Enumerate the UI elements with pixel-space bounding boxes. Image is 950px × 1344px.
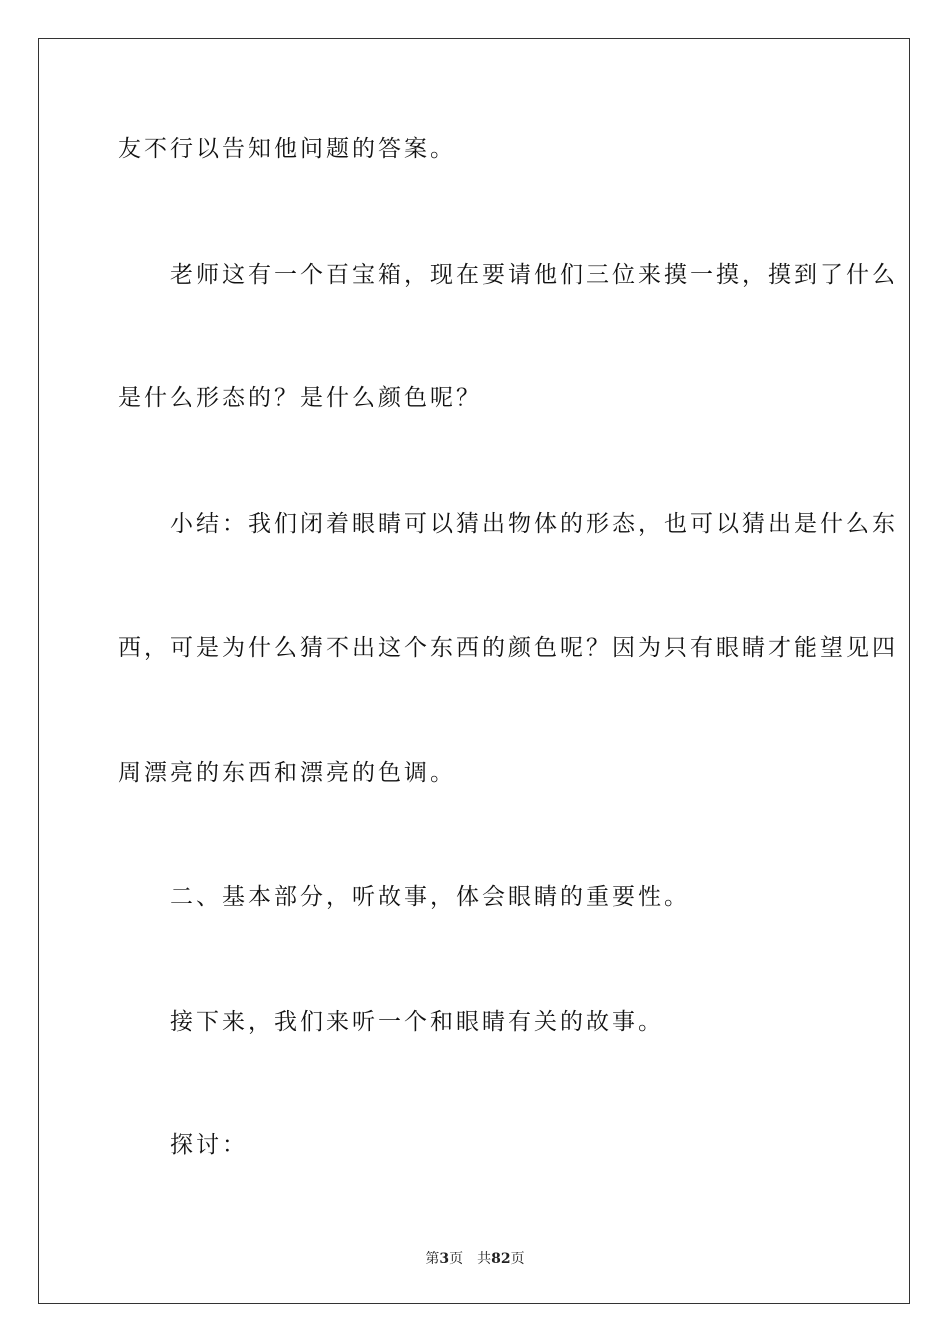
page-border bbox=[38, 38, 910, 1304]
footer-page-prefix: 第 bbox=[425, 1251, 440, 1267]
text-line-6: 周漂亮的东西和漂亮的色调。 bbox=[118, 760, 456, 786]
text-line-1: 友不行以告知他问题的答案。 bbox=[118, 136, 456, 162]
text-line-9: 探讨： bbox=[118, 1132, 248, 1158]
text-line-8: 接下来，我们来听一个和眼睛有关的故事。 bbox=[118, 1009, 664, 1035]
text-line-3: 是什么形态的？是什么颜色呢？ bbox=[118, 385, 482, 411]
page-footer bbox=[0, 1248, 950, 1268]
text-line-7: 二、基本部分，听故事，体会眼睛的重要性。 bbox=[118, 884, 690, 910]
footer-current-page: 3 bbox=[439, 1251, 450, 1267]
footer-page-mid: 页 共 bbox=[449, 1251, 492, 1267]
footer-page-suffix: 页 bbox=[510, 1251, 525, 1267]
text-line-4: 小结：我们闭着眼睛可以猜出物体的形态，也可以猜出是什么东 bbox=[118, 511, 898, 537]
text-line-5: 西，可是为什么猜不出这个东西的颜色呢？因为只有眼睛才能望见四 bbox=[118, 635, 898, 661]
footer-total-pages: 82 bbox=[491, 1251, 511, 1267]
text-line-2: 老师这有一个百宝箱，现在要请他们三位来摸一摸，摸到了什么 bbox=[118, 262, 898, 288]
